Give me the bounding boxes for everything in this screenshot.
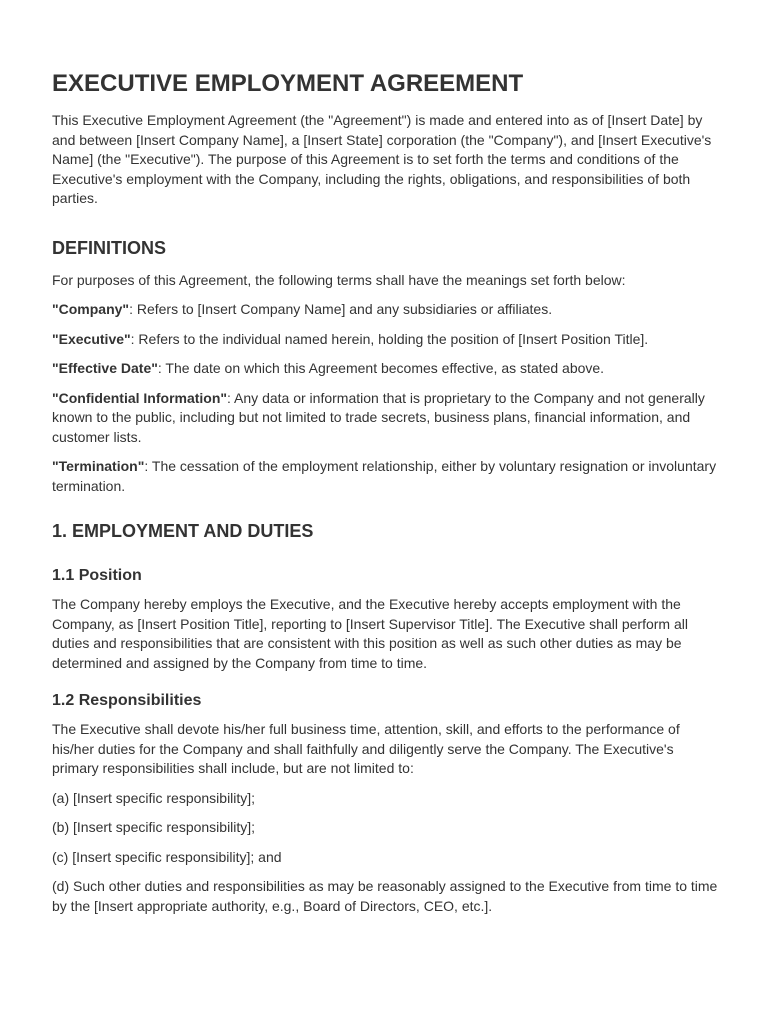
section-1-2-heading: 1.2 Responsibilities (52, 692, 202, 709)
intro-paragraph: This Executive Employment Agreement (the "Agreement") is made and entered into as of [Insert Date] by and between [Insert Company Name], a [Insert State] corporation (the "Company"), and [Insert Executive's Name] (the "Executive"). The purpose of this Agreement is to set forth the terms and conditions of the Executive's employment with the Company, including the rights, obligations, and responsibilities of both parties. (52, 112, 712, 206)
definition-term: "Confidential Information" (52, 389, 228, 406)
definition-effective-date (52, 359, 720, 379)
definition-text: : The cessation of the employment relationship, either by voluntary resignation or involuntary termination. (52, 458, 717, 494)
section-1-heading: 1. EMPLOYMENT AND DUTIES (52, 521, 314, 541)
definition-text: : The date on which this Agreement becomes effective, as stated above. (157, 360, 605, 376)
section-1-1-paragraph: The Company hereby employs the Executive, and the Executive hereby accepts employment with the Company, as [Insert Position Title], reporting to [Insert Supervisor Title]. The Executive shall perform all duties and responsibilities that are consistent with this position as well as such other duties as may be determined and assigned by the Company from time to time. (52, 596, 688, 671)
document-title: EXECUTIVE EMPLOYMENT AGREEMENT (52, 70, 524, 97)
responsibility-item-c: (c) [Insert specific responsibility]; and (52, 848, 282, 865)
definition-termination (52, 457, 720, 496)
section-1-2-paragraph: The Executive shall devote his/her full business time, attention, skill, and efforts to the performance of his/her duties for the Company and shall faithfully and diligently serve the Company. The Executive's primary responsibilities shall include, but are not limited to: (52, 721, 680, 776)
definition-confidential-information (52, 389, 720, 448)
definitions-lead: For purposes of this Agreement, the following terms shall have the meanings set forth below: (52, 271, 626, 288)
definition-term: "Company" (52, 301, 130, 317)
definition-text: : Any data or information that is proprietary to the Company and not generally known to the public, including but not limited to trade secrets, business plans, financial information, and customer lists. (52, 389, 705, 445)
definition-text: : Refers to [Insert Company Name] and any subsidiaries or affiliates. (129, 301, 553, 317)
definition-term: "Termination" (52, 458, 145, 474)
section-1-1-heading: 1.1 Position (52, 567, 142, 584)
document-page (52, 70, 720, 926)
responsibility-item-d: (d) Such other duties and responsibilities as may be reasonably assigned to the Executive from time to time by the [Insert appropriate authority, e.g., Board of Directors, CEO, etc.]. (52, 878, 718, 914)
definition-term: "Effective Date" (52, 360, 158, 376)
definition-term: "Executive" (52, 330, 131, 347)
definitions-heading: DEFINITIONS (52, 237, 167, 258)
responsibility-item-b: (b) [Insert specific responsibility]; (52, 819, 256, 835)
definition-executive (52, 330, 720, 350)
definition-text: : Refers to the individual named herein, holding the position of [Insert Position Title]. (130, 330, 649, 347)
responsibility-item-a: (a) [Insert specific responsibility]; (52, 789, 256, 806)
definition-company (52, 300, 720, 320)
